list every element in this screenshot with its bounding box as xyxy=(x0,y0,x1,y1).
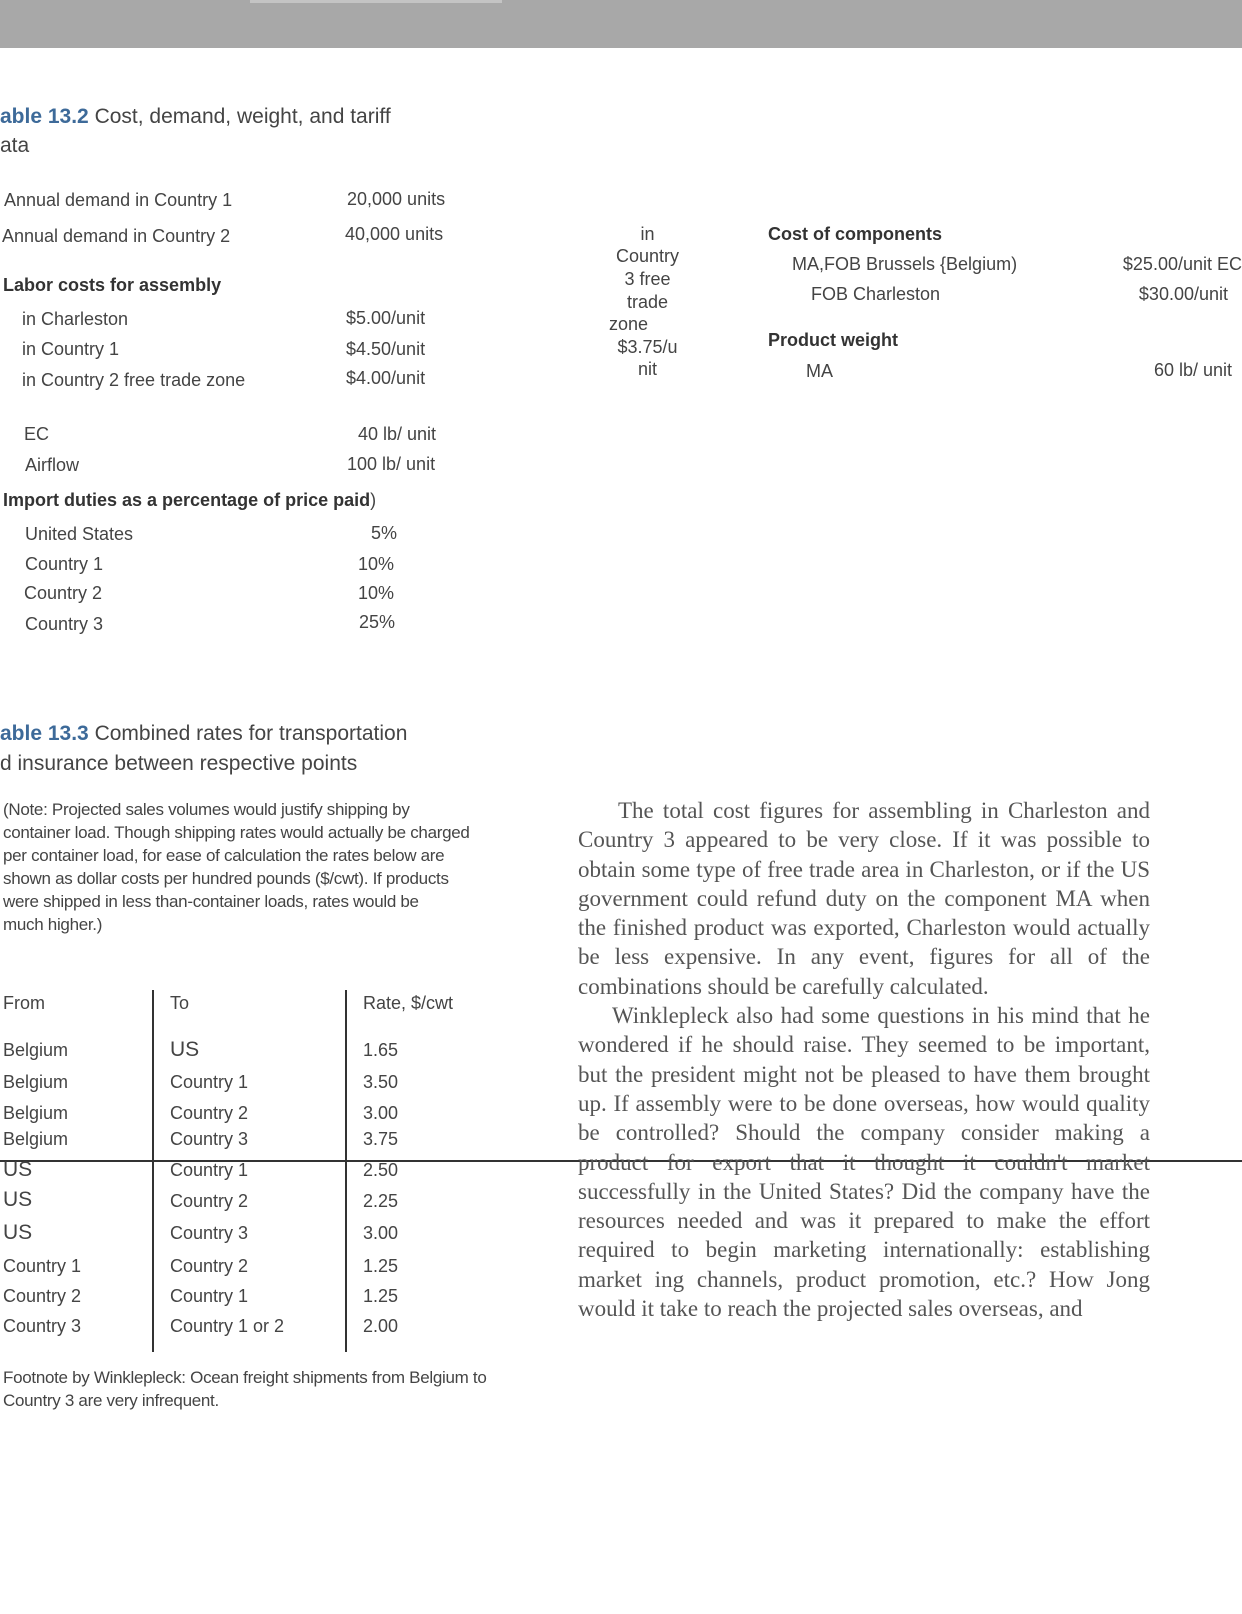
duties-heading xyxy=(3,490,376,511)
component-label: MA,FOB Brussels {Belgium) xyxy=(792,254,1018,274)
duties-heading-paren: ) xyxy=(370,490,377,510)
component-label: FOB Charleston xyxy=(811,284,941,304)
weight-label: MA xyxy=(806,361,833,381)
rate-to: Country 1 or 2 xyxy=(170,1316,285,1336)
rate-value: 1.25 xyxy=(363,1286,399,1306)
footnote xyxy=(3,1366,486,1412)
weight-heading: Product weight xyxy=(768,330,898,350)
labor-heading: Labor costs for assembly xyxy=(3,275,222,295)
rate-to: Country 3 xyxy=(170,1129,249,1149)
body-text-column xyxy=(578,796,1150,1323)
viewer-tab-indicator xyxy=(250,0,502,3)
rate-to: Country 3 xyxy=(170,1223,249,1243)
labor-value: $4.00/unit xyxy=(346,368,426,388)
rate-to: Country 1 xyxy=(170,1160,249,1180)
labor-label: in Charleston xyxy=(22,309,129,329)
rates-header-to: To xyxy=(170,993,190,1013)
duty-value: 25% xyxy=(359,612,396,632)
note-line: per container load, for ease of calculation the rates below are xyxy=(3,846,445,865)
rate-to: Country 1 xyxy=(170,1072,249,1092)
overflow-line: nit xyxy=(637,359,657,379)
overflow-line: zone xyxy=(609,314,649,334)
weight-value: 100 lb/ unit xyxy=(347,454,436,474)
rate-value: 1.65 xyxy=(363,1040,399,1060)
rate-from: Country 2 xyxy=(3,1286,82,1306)
rates-header-from: From xyxy=(3,993,45,1013)
table-13-2-label: able 13.2 xyxy=(0,105,89,128)
weight-value: 40 lb/ unit xyxy=(358,424,437,444)
rate-value: 1.25 xyxy=(363,1256,399,1276)
rate-to: Country 2 xyxy=(170,1103,249,1123)
rate-to: Country 1 xyxy=(170,1286,249,1306)
duty-label: Country 3 xyxy=(25,614,104,634)
overflow-line: Country xyxy=(615,246,680,266)
rate-from: US xyxy=(3,1188,33,1211)
rate-value: 2.25 xyxy=(363,1191,399,1211)
rate-to: Country 2 xyxy=(170,1256,249,1276)
transport-note xyxy=(3,798,470,936)
labor-label: in Country 2 free trade zone xyxy=(22,370,246,390)
demand-value: 40,000 units xyxy=(345,224,444,244)
rate-to: US xyxy=(170,1038,200,1061)
rate-from: Country 3 xyxy=(3,1316,82,1336)
rate-value: 3.00 xyxy=(363,1103,399,1123)
overflow-line: in xyxy=(640,224,655,244)
table-13-2-title-line2: ata xyxy=(0,134,30,157)
note-line: shown as dollar costs per hundred pounds ($/cwt). If products xyxy=(3,869,449,888)
rate-to: Country 2 xyxy=(170,1191,249,1211)
component-value: $30.00/unit xyxy=(1138,284,1228,304)
body-paragraph: Winklepleck also had some questions in his mind that he wondered if he should raise. They seemed to be important, but the president might not be pleased to have them brought up. If assembly were to be done overseas, how would quality be controlled? Should the company consider making a product for export that it thought it couldn't market successfully in the United States? Did the company have the resources needed and was it prepared to make the effort required to begin marketing internationally: establishing market ing channels, product promotion, etc.? How Jong would it take to reach the projected sales overseas, and xyxy=(578,1003,1150,1322)
note-line: (Note: Projected sales volumes would justify shipping by xyxy=(3,800,410,819)
duty-label: Country 2 xyxy=(24,583,103,603)
rate-value: 3.75 xyxy=(363,1129,399,1149)
rate-value: 2.00 xyxy=(363,1316,399,1336)
labor-value: $4.50/unit xyxy=(346,339,426,359)
note-line: much higher.) xyxy=(3,915,103,934)
demand-label: Annual demand in Country 1 xyxy=(4,190,233,210)
demand-label: Annual demand in Country 2 xyxy=(2,226,231,246)
weight-label: EC xyxy=(24,424,50,444)
components-heading: Cost of components xyxy=(768,224,942,244)
rate-from: US xyxy=(3,1158,33,1181)
duty-value: 10% xyxy=(358,554,395,574)
note-line: were shipped in less than-container loads, rates would be xyxy=(3,892,419,911)
table-13-3-title-text: Combined rates for transportation xyxy=(88,722,408,745)
rates-column-divider xyxy=(345,990,347,1352)
weight-value: 60 lb/ unit xyxy=(1153,360,1232,380)
footnote-line: Footnote by Winklepleck: Ocean freight shipments from Belgium to xyxy=(3,1368,487,1387)
rate-from: Belgium xyxy=(3,1072,69,1092)
overflow-line: $3.75/u xyxy=(617,337,678,357)
duty-value: 5% xyxy=(371,523,398,543)
table-13-3-label: able 13.3 xyxy=(0,722,89,745)
table-13-3-title-line2: d insurance between respective points xyxy=(0,752,358,775)
duty-label: United States xyxy=(25,524,134,544)
duty-value: 10% xyxy=(358,583,395,603)
overflow-line: 3 free xyxy=(624,269,671,289)
rate-value: 3.50 xyxy=(363,1072,399,1092)
rate-from: Belgium xyxy=(3,1103,69,1123)
labor-label: in Country 1 xyxy=(22,339,120,359)
rate-from: US xyxy=(3,1221,33,1244)
duties-heading-text: Import duties as a percentage of price paid xyxy=(3,490,371,510)
footnote-line: Country 3 are very infrequent. xyxy=(3,1391,219,1410)
demand-value: 20,000 units xyxy=(347,189,446,209)
weight-label: Airflow xyxy=(25,455,80,475)
rates-header-rate: Rate, $/cwt xyxy=(363,993,454,1013)
rate-value: 2.50 xyxy=(363,1160,399,1180)
body-paragraph: The total cost figures for assembling in Charleston and Country 3 appeared to be very close. If it was possible to obtain some type of free trade area in Charleston, or if the US government could refund duty on the component MA when the finished product was exported, Charleston would actually be less expensive. In any event, figures for all of the combinations should be carefully calculated. xyxy=(578,798,1150,999)
rate-from: Belgium xyxy=(3,1129,69,1149)
viewer-top-bar xyxy=(0,0,1242,48)
table-13-2-title-text: Cost, demand, weight, and tariff xyxy=(88,105,391,128)
rate-from: Belgium xyxy=(3,1040,69,1060)
duty-label: Country 1 xyxy=(25,554,104,574)
note-line: container load. Though shipping rates would actually be charged xyxy=(3,823,470,842)
component-value: $25.00/unit EC xyxy=(1122,254,1242,274)
table-13-2-title xyxy=(0,105,391,129)
rate-value: 3.00 xyxy=(363,1223,399,1243)
table-13-3-title xyxy=(0,722,407,746)
rate-from: Country 1 xyxy=(3,1256,82,1276)
labor-value: $5.00/unit xyxy=(346,308,426,328)
rates-column-divider xyxy=(152,990,154,1352)
overflow-line: trade xyxy=(626,292,669,312)
